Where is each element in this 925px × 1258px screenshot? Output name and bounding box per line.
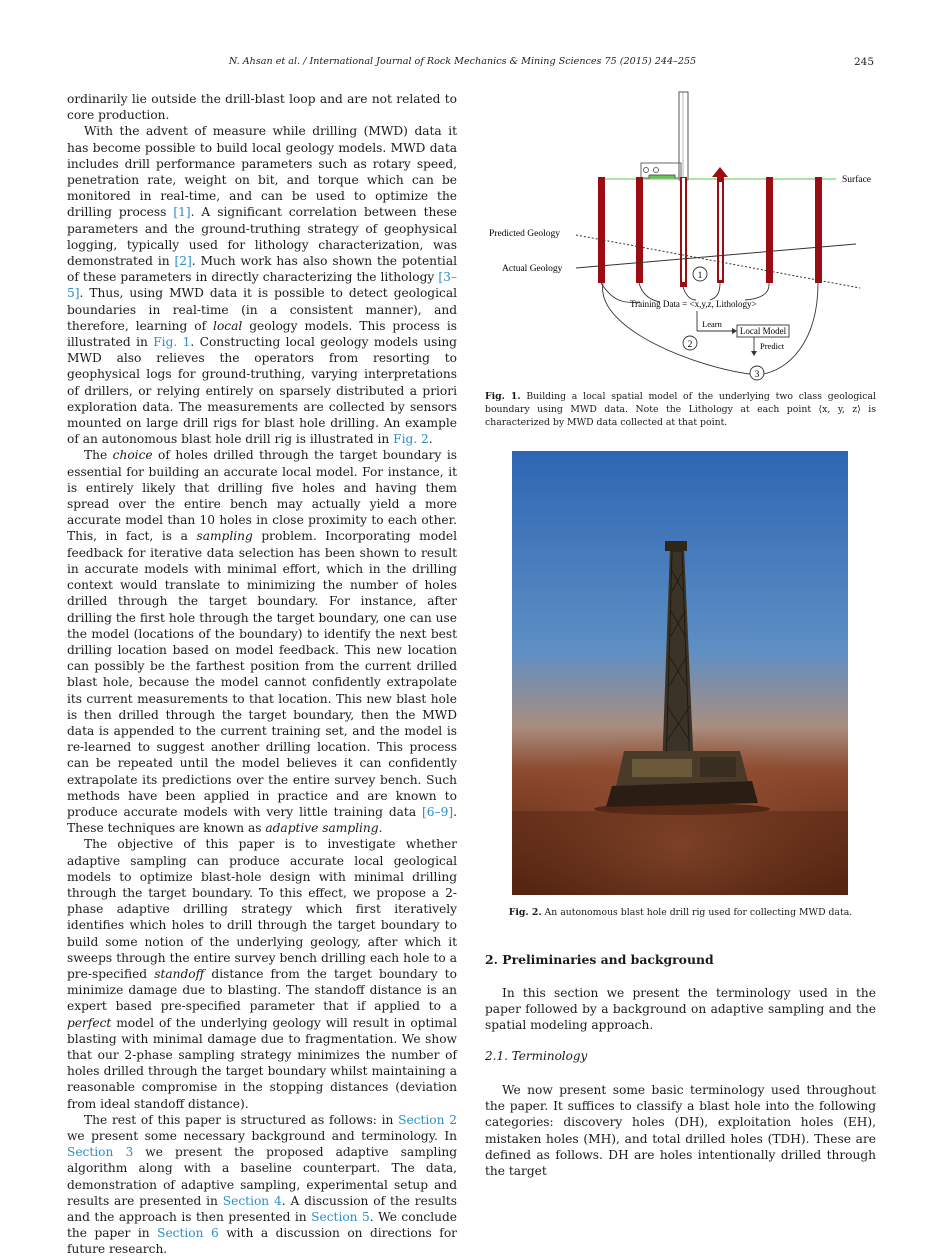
svg-text:3: 3 xyxy=(754,370,760,380)
figure-2-photo xyxy=(512,451,848,895)
blast-hole xyxy=(815,177,822,283)
citation-link[interactable]: [2] xyxy=(174,254,192,269)
paragraph: With the advent of measure while drilling (MWD) data it has become possible to build local geology models. MWD data includes drill performance parameters such as rotary speed, penetration rate, weight on bit, and torque which can be monitored in real-time, and can be used to optimize the drilling process [1]. A significant correlation between these parameters and the ground-truthing strategy of geophysical logging, typically used for lithology characterization, was demonstrated in [2]. Much work has also shown the potential of these parameters in directly characterizing the lithology [3–5]. Thus, using MWD data it is possible to detect geological boundaries in real-time (in a consistent manner), and therefore, learning of local geology models. This process is illustrated in Fig. 1. Constructing local geology models using MWD also relieves the operators from resorting to geophysical logs for ground-truthing, varying interpretations of drillers, or relying entirely on sparsely distributed a priori exploration data. The measurements are collected by sensors mounted on large drill rigs for blast hole drilling. An example of an autonomous blast hole drill rig is illustrated in Fig. 2. xyxy=(67,124,457,447)
figure-link[interactable]: Fig. 1 xyxy=(153,335,191,350)
page-number: 245 xyxy=(853,56,874,68)
figure-2-caption: Fig. 2. An autonomous blast hole drill rig used for collecting MWD data. xyxy=(508,907,853,918)
figure-1-diagram xyxy=(485,88,876,388)
section-heading: 2. Preliminaries and background xyxy=(485,952,714,967)
paragraph: ordinarily lie outside the drill-blast loop and are not related to core production. xyxy=(67,92,457,123)
section-link[interactable]: Section 4 xyxy=(222,1193,282,1208)
svg-text:2: 2 xyxy=(687,340,693,350)
citation-link[interactable]: [1] xyxy=(173,205,191,220)
terminology-paragraph xyxy=(485,1082,876,1179)
local-model-label: Local Model xyxy=(739,326,787,336)
figure-link[interactable]: Fig. 2 xyxy=(393,432,429,447)
citation-link[interactable]: [3–5] xyxy=(67,270,457,301)
training-data-label: Training Data = <x,y,z, Lithology> xyxy=(630,299,757,309)
citation-link[interactable]: [6–9] xyxy=(422,804,454,819)
figure-1-caption: Fig. 1. Building a local spatial model of the underlying two class geological boundary using MWD data. Note the Lithology at each point ⟨x, y, z⟩ is characterized by MWD data collected at that point. xyxy=(485,391,877,428)
section-2-intro xyxy=(485,985,876,1034)
running-header xyxy=(0,56,925,67)
paragraph: We now present some basic terminology used throughout the paper. It suffices to classify a blast hole into the following categories: discovery holes (DH), exploitation holes (EH), mistaken holes (MH), and total drilled holes (TDH). These are defined as follows. DH are holes intentionally drilled through the target xyxy=(485,1083,876,1179)
paragraph: In this section we present the terminology used in the paper followed by a background on adaptive sampling and the spatial modeling approach. xyxy=(485,986,876,1033)
section-link[interactable]: Section 3 xyxy=(67,1145,134,1160)
blast-hole xyxy=(766,177,773,283)
paragraph: The rest of this paper is structured as follows: in Section 2 we present some necessary background and terminology. In Section 3 we present the proposed adaptive sampling algorithm along with a baseline counterpart. The data, demonstration of adaptive sampling, experimental setup and results are presented in Section 4. A discussion of the results and the approach is then presented in Section 5. We conclude the paper in Section 6 with a discussion on directions for future research. xyxy=(67,1112,458,1257)
paragraph: The choice of holes drilled through the target boundary is essential for building an accurate local model. For instance, it is entirely likely that drilling five holes and having them spread over the entire bench may actually yield a more accurate model than 10 holes in close proximity to each other. This, in fact, is a sampling problem. Incorporating model feedback for iterative data selection has been shown to result in accurate models with minimal effort, which in the drilling context would translate to minimizing the number of holes drilled through the target boundary. For instance, after drilling the first hole through the target boundary, one can use the model (locations of the boundary) to identify the next best drilling location based on model feedback. This new location can possibly be the farthest position from the current drilled blast hole, because the model cannot confidently extrapolate its current measurements to that location. This new blast hole is then drilled through the target boundary, then the MWD data is appended to the current training set, and the model is re-learned to suggest another drilling location. This process can be repeated until the model believes it can confidently extrapolate its predictions over the entire survey bench. Such methods have been applied in practice and are known to produce accurate models with very little training data [6–9]. These techniques are known as adaptive sampling. xyxy=(67,448,457,836)
blast-hole xyxy=(598,177,605,283)
rig-mast xyxy=(679,92,688,180)
actual-geology-label: Actual Geology xyxy=(502,264,563,274)
predict-label: Predict xyxy=(760,341,785,351)
section-link[interactable]: Section 5 xyxy=(311,1210,370,1225)
blast-hole xyxy=(636,177,643,283)
surface-label: Surface xyxy=(842,175,872,185)
predicted-geology-label: Predicted Geology xyxy=(489,229,560,239)
section-link[interactable]: Section 6 xyxy=(157,1226,219,1241)
svg-text:1: 1 xyxy=(697,271,703,281)
actual-geology-line xyxy=(576,244,856,268)
paragraph: The objective of this paper is to investigate whether adaptive sampling can produce accurate local geological models to optimize blast-hole design with minimal drilling through the target boundary. To this effect, we propose a 2-phase adaptive drilling strategy which first iteratively identifies which holes to drill through the target boundary to build some notion of the underlying geology, after which it sweeps through the entire survey bench drilling each hole to a pre-specified standoff distance from the target boundary to minimize damage due to blasting. The standoff distance is an expert based pre-specified parameter that if applied to a perfect model of the underlying geology will result in optimal blasting with minimal damage due to fragmentation. We show that our 2-phase sampling strategy minimizes the number of holes drilled through the target boundary whilst maintaining a reasonable compromise in the stopping distances (deviation from ideal standoff distance). xyxy=(67,837,458,1111)
section-link[interactable]: Section 2 xyxy=(398,1112,457,1127)
left-column xyxy=(67,91,457,1258)
learn-label: Learn xyxy=(702,319,722,329)
subsection-heading: 2.1. Terminology xyxy=(485,1049,588,1063)
running-title: N. Ahsan et al. / International Journal of Rock Mechanics & Mining Sciences 75 (2015) 244–255 xyxy=(228,56,697,67)
